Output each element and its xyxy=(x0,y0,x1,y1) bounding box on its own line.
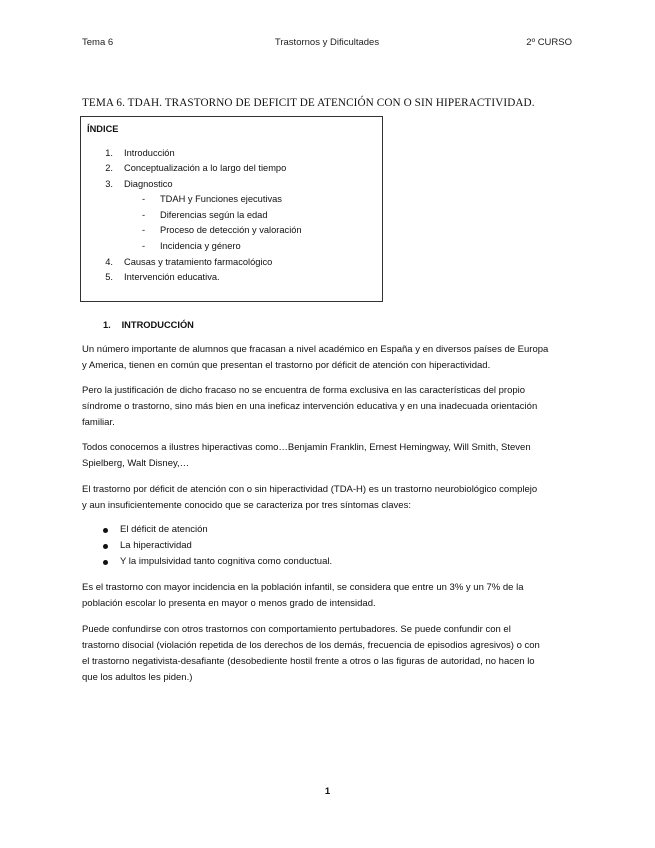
index-item-label: Diagnostico xyxy=(124,179,173,189)
paragraph-4 xyxy=(82,482,572,514)
paragraph-line: y America, tienen en común que presentan el trastorno por déficit de atención con hiperactividad. xyxy=(82,360,491,371)
section-heading-introduccion xyxy=(103,320,194,330)
page-header xyxy=(82,37,572,51)
index-heading: ÍNDICE xyxy=(87,124,119,134)
index-item-number: 5. xyxy=(105,272,113,282)
subitem-label: Proceso de detección y valoración xyxy=(160,225,302,235)
header-subject: Trastornos y Dificultades xyxy=(274,37,380,48)
page-number: 1 xyxy=(324,786,331,797)
paragraph-3 xyxy=(82,440,572,472)
paragraph-line: y aun insuficientemente conocido que se caracteriza por tres síntomas claves: xyxy=(82,500,411,511)
paragraph-2 xyxy=(82,383,572,431)
header-course: 2º CURSO xyxy=(526,37,572,48)
paragraph-line: familiar. xyxy=(82,417,115,428)
index-item-label: Intervención educativa. xyxy=(124,272,220,282)
paragraph-line: que los adultos les piden.) xyxy=(82,672,193,683)
paragraph-6 xyxy=(82,622,572,686)
document-title: TEMA 6. TDAH. TRASTORNO DE DEFICIT DE ATENCIÓN CON O SIN HIPERACTIVIDAD. xyxy=(82,97,535,109)
list-item-text: Y la impulsividad tanto cognitiva como conductual. xyxy=(120,556,333,567)
paragraph-line: el trastorno negativista-desafiante (desobediente hostil frente a otros o las figuras de autoridad, no hacen lo xyxy=(82,656,535,667)
paragraph-line: Pero la justificación de dicho fracaso no se encuentra de forma exclusiva en las características del propio xyxy=(82,385,526,396)
paragraph-line: síndrome o trastorno, sino más bien en una ineficaz intervención educativa y en una inadecuada orientación xyxy=(82,401,538,412)
section-title: INTRODUCCIÓN xyxy=(121,320,194,330)
paragraph-line: población escolar lo presenta en mayor o menos grado de intensidad. xyxy=(82,598,376,609)
index-item-label: Introducción xyxy=(124,148,175,158)
index-item-number: 2. xyxy=(105,163,113,173)
paragraph-line: Todos conocemos a ilustres hiperactivas como…Benjamin Franklin, Ernest Hemingway, Will Smith, Steven xyxy=(82,442,531,453)
bullet-icon xyxy=(103,544,108,549)
paragraph-line: trastorno disocial (violación repetida de los derechos de los demás, frecuencia de episodios agresivos) o con xyxy=(82,640,540,651)
subitem-label: Diferencias según la edad xyxy=(160,210,268,220)
paragraph-line: Spielberg, Walt Disney,… xyxy=(82,458,190,469)
paragraph-line: Es el trastorno con mayor incidencia en la población infantil, se considera que entre un 3% y un 7% de la xyxy=(82,582,524,593)
list-item-text: El déficit de atención xyxy=(120,524,208,535)
paragraph-5 xyxy=(82,580,572,612)
index-item-number: 1. xyxy=(105,148,113,158)
subitem-label: TDAH y Funciones ejecutivas xyxy=(160,194,282,204)
subitem-dash: - xyxy=(142,194,146,204)
index-item-number: 3. xyxy=(105,179,113,189)
subitem-dash: - xyxy=(142,225,146,235)
subitem-dash: - xyxy=(142,210,146,220)
index-item-label: Conceptualización a lo largo del tiempo xyxy=(124,163,287,173)
bullet-icon xyxy=(103,560,108,565)
paragraph-1 xyxy=(82,342,572,374)
paragraph-line: El trastorno por déficit de atención con o sin hiperactividad (TDA-H) es un trastorno neurobiológico complejo xyxy=(82,484,538,495)
subitem-label: Incidencia y género xyxy=(160,241,241,251)
index-box xyxy=(80,116,383,302)
subitem-dash: - xyxy=(142,241,146,251)
paragraph-line: Puede confundirse con otros trastornos con comportamiento pertubadores. Se puede confundir con el xyxy=(82,624,511,635)
header-topic: Tema 6 xyxy=(82,37,114,48)
index-item-number: 4. xyxy=(105,257,113,267)
list-item-text: La hiperactividad xyxy=(120,540,192,551)
bullet-icon xyxy=(103,528,108,533)
section-number: 1. xyxy=(103,320,111,330)
paragraph-line: Un número importante de alumnos que fracasan a nivel académico en España y en diversos países de Europa xyxy=(82,344,549,355)
index-item-label: Causas y tratamiento farmacológico xyxy=(124,257,273,267)
